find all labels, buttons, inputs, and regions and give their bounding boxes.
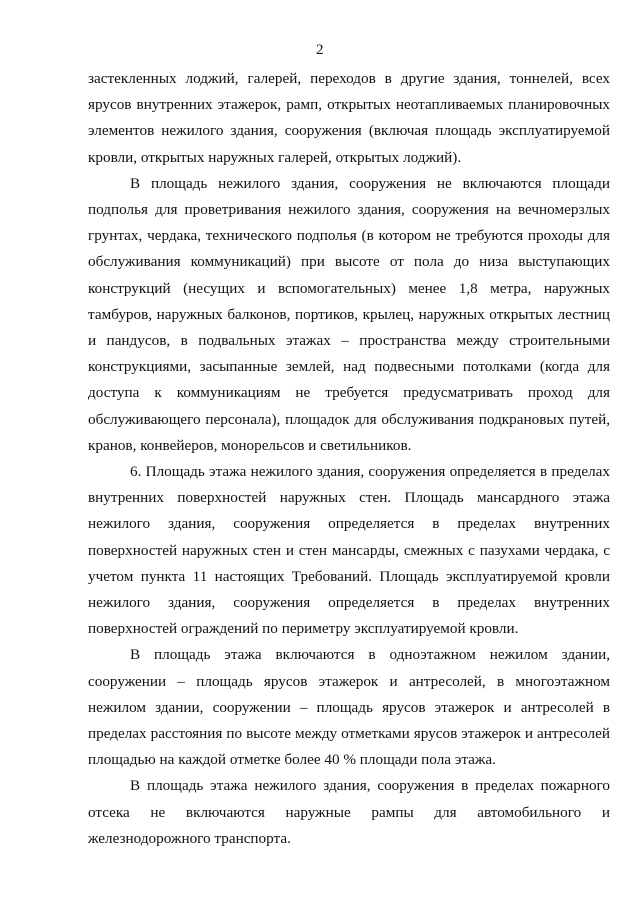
paragraph-fire-compartment: В площадь этажа нежилого здания, сооружения в пределах пожарного отсека не включаются наружные рампы для автомобильного и железнодорожного транспорта. <box>88 777 610 847</box>
page-number: 2 <box>316 42 324 58</box>
paragraph-floor-inclusions: В площадь этажа включаются в одноэтажном нежилом здании, сооружении – площадь ярусов этажерок и антресолей, в многоэтажном нежилом здании, сооружении – площадь ярусов этажерок и антресолей в пределах расстояния по высоте между отметками ярусов этажерок и антресолей площадью на каждой отметке более 40 % площади пола этажа. <box>88 646 610 769</box>
paragraph-exclusions: В площадь нежилого здания, сооружения не включаются площади подполья для проветривания нежилого здания, сооружения на вечномерзлых грунтах, чердака, технического подполья (в котором не требуются проходы для обслуживания коммуникаций) при высоте от пола до низа выступающих конструкций (несущих и вспомогательных) менее 1,8 метра, наружных тамбуров, наружных балконов, портиков, крылец, наружных открытых лестниц и пандусов, в подвальных этажах – пространства между строительными конструкциями, засыпанные землей, над подвесными потолками (когда для доступа к коммуникациям не требуется предусматривать проход для обслуживающего персонала), площадок для обслуживания подкрановых путей, кранов, конвейеров, монорельсов и светильников. <box>88 174 610 454</box>
paragraph-continuation: застекленных лоджий, галерей, переходов в другие здания, тоннелей, всех ярусов внутренних этажерок, рамп, открытых неотапливаемых планировочных элементов нежилого здания, сооружения (включая площадь эксплуатируемой кровли, открытых наружных галерей, открытых лоджий). <box>88 70 610 166</box>
paragraph-item-6: 6. Площадь этажа нежилого здания, сооружения определяется в пределах внутренних поверхностей наружных стен. Площадь мансардного этажа нежилого здания, сооружения определяется в пределах внутренних поверхностей наружных стен и стен мансарды, смежных с пазухами чердака, с учетом пункта 11 настоящих Требований. Площадь эксплуатируемой кровли нежилого здания, сооружения определяется в пределах внутренних поверхностей ограждений по периметру эксплуатируемой кровли. <box>88 463 610 638</box>
document-body <box>88 66 610 852</box>
